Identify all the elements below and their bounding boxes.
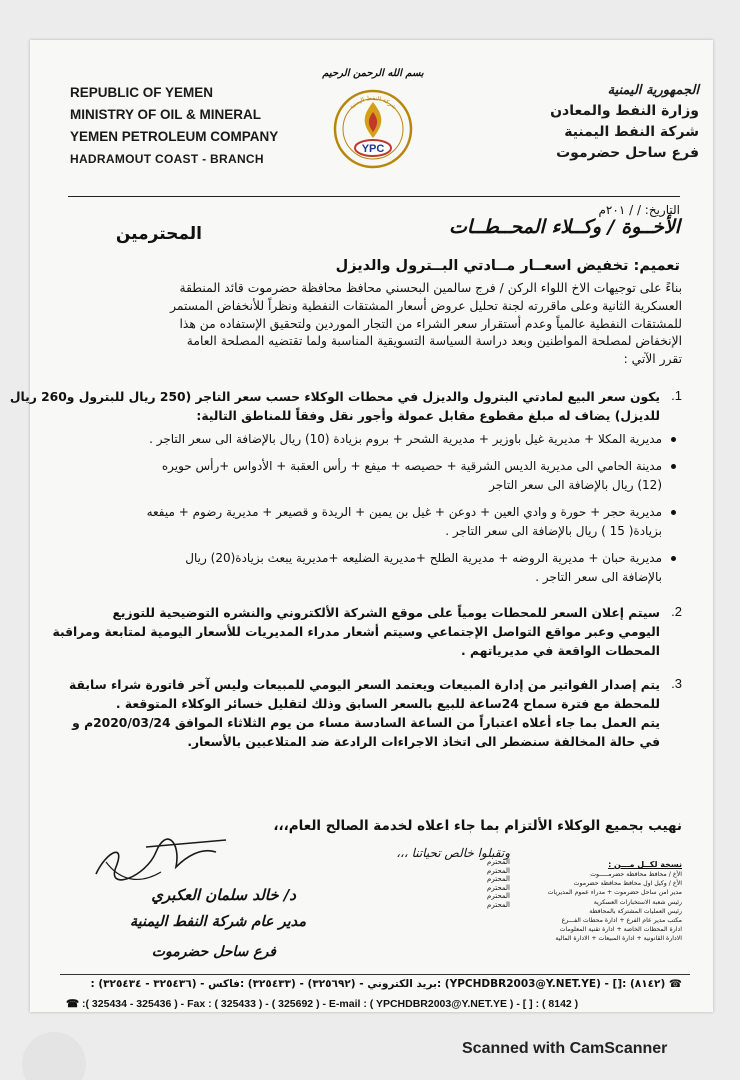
respected-column: المحترم المحترم المحترم المحترم المحترم المحترم — [487, 858, 510, 909]
letterhead-english — [70, 82, 300, 170]
body-line: العسكرية الثانية وعلى ماقررته لجنة تحليل عروض أسعار المشتقات النفطية ونظراً للأنخفاض المستمر — [170, 298, 682, 313]
list-item: مديرية حجر + حورة و وادي العين + دوعن + غيل بن يمين + الريدة و قصيعر + مديرية رضوم + ميفعه بزيادة( 15 ) ريال بالإضافة الى سعر التاجر . — [60, 503, 662, 541]
item-line: يتم العمل بما جاء أعلاه اعتباراً من الساعة السادسة مساء من يوم الثلاثاء الموافق 2020/03/24م و — [72, 716, 660, 730]
footer-contact-ar: ☎ (٨١٤٢) :[] - (YPCHDBR2003@Y.NET.YE) :بريد الكتروني - (٣٢٥٦٩٢) - (٣٢٥٤٣٣) :فاكس - (٣٢٥٤٣٦ - ٣٢٥٤٣٤) : — [90, 978, 682, 990]
item-line: يتم إصدار الفواتير من إدارة المبيعات ويعتمد السعر اليومي للمبيعات وليس آخر فاتورة شراء سابقة — [69, 678, 660, 692]
cc-line: الأخ / وكيل اول محافظ محافظة حضرموت — [573, 880, 682, 888]
regards: وتقبلوا خالص تحياتنا ،،، — [396, 846, 510, 860]
company-en: YEMEN PETROLEUM COMPANY — [70, 129, 279, 144]
phone-icon: ☎ — [668, 978, 682, 990]
item-number: .1 — [671, 388, 682, 403]
body-line: للمشتقات النفطية عالمياً وعدم أستقرار سعر الشراء من التجار الموردين ولتحقيق الإستفاده من هذا — [179, 316, 682, 331]
cc-line: مدير امن ساحل حضرموت + مدراء عموم المديريات — [547, 889, 682, 897]
decision-item-1 — [9, 388, 682, 426]
ministry-en: MINISTRY OF OIL & MINERAL — [70, 107, 262, 122]
cc-list — [514, 870, 682, 944]
cc-title: نسخة لكــل مـــن : — [608, 860, 682, 869]
logo-ypc-text: YPC — [361, 143, 385, 155]
item-number: .3 — [671, 676, 682, 691]
list-item: مديرية المكلا + مديرية غيل باوزير + مديرية الشحر + بروم بزيادة (10) ريال بالإضافة الى سعر التاجر . — [60, 430, 662, 449]
floating-button[interactable] — [22, 1032, 86, 1080]
signatory-branch: فرع ساحل حضرموت — [151, 944, 276, 960]
body-line: بناءً على توجيهات الاخ اللواء الركن / فرج سالمين البحسني محافظ محافظة حضرموت قائد المنطقة — [179, 281, 682, 295]
country-ar: الجمهورية اليمنية — [607, 83, 699, 98]
signatory-name: د/ خالد سلمان العكبري — [151, 886, 296, 904]
ypc-logo-icon — [332, 88, 414, 170]
basmala: بسم الله الرحمن الرحيم — [322, 68, 424, 79]
subject-line: تعميم: تخفيض اسعــار مــادتي البــترول والديزل — [335, 258, 680, 274]
footer-contact-en: ☎ :( 325434 - 325436 ) - Fax : ( 325433 ) - ( 325692 ) - E-mail : ( YPCHDBR2003@Y.NET.YE ) - [ ] : ( 8142 ) — [66, 998, 579, 1011]
addressee: الأخــوة / وكــلاء المحــطــات — [448, 216, 680, 238]
cc-line: ادارة المحطات الخاصة + ادارة تقنية المعلومات — [559, 926, 682, 934]
list-item: مديرية حبان + مديرية الروضه + مديرية الطلح +مديرية الضليعه +مديرية يبعث بزيادة(20) ريال بالإضافة الى سعر التاجر . — [60, 549, 662, 587]
company-logo — [320, 68, 426, 188]
decision-item-3 — [60, 676, 682, 752]
company-ar: شركة النفط اليمنية — [564, 124, 699, 140]
branch-ar: فرع ساحل حضرموت — [556, 145, 699, 161]
item-line: المحطات الواقعة في مديرياتهم . — [461, 644, 660, 658]
item-line: للمحطة مع فترة سماح 24ساعة للبيع بالسعر السابق وذلك لتقليل خسائر الوكلاء المتوقعة . — [115, 697, 660, 711]
item-line: يكون سعر البيع لمادتي البترول والديزل في محطات الوكلاء حسب سعر التاجر (250 ريال للبترول و260 ريال — [9, 390, 660, 404]
item-line: سيتم إعلان السعر للمحطات يومياً على موقع الشركة الألكتروني والنشره التوضيحية للتوزيع — [112, 606, 660, 620]
cc-line: رئيس شعبة الاستخبارات العسكرية — [593, 898, 682, 906]
signatory-title: مدير عام شركة النفط اليمنية — [129, 914, 306, 930]
document-page — [9, 40, 713, 1012]
region-list — [60, 430, 682, 587]
item-line: اليومي وعبر مواقع التواصل الإجتماعي وسيتم أشعار مدراء المديريات للأسعار اليومية لمتابعة ومراقبة — [52, 625, 660, 639]
ministry-ar: وزارة النفط والمعادن — [550, 103, 699, 119]
body-line: الإنخفاض لمصلحة المواطنين وبعد دراسة السياسة التسويقية المناسبة ولما تقتضيه المصلحة العامة — [186, 334, 682, 349]
branch-en: HADRAMOUT COAST - BRANCH — [70, 152, 264, 166]
item-line: للديزل) يضاف له مبلغ مقطوع مقابل عمولة وأجور نقل وفقاً للمناطق التالية: — [196, 409, 660, 423]
cc-line: رئيس العمليات المشتركة بالمحافظة — [589, 907, 682, 915]
camscanner-watermark: Scanned with CamScanner — [462, 1040, 668, 1057]
footer-divider — [60, 974, 690, 975]
body-paragraph — [66, 280, 682, 369]
logo-arc-text: شركة النفط اليمنية — [348, 94, 398, 111]
closing-statement: نهيب بجميع الوكلاء الألتزام بما جاء اعلاه لخدمة الصالح العام،،، — [273, 818, 682, 834]
header-divider — [68, 196, 680, 197]
country-en: REPUBLIC OF YEMEN — [70, 85, 214, 100]
item-number: .2 — [671, 604, 682, 619]
handwritten-signature — [86, 822, 236, 892]
list-item: مدينة الحامي الى مديرية الديس الشرقية + حصيصه + ميفع + رأس العقبة + الأدواس +رأس حويره (12) ريال بالإضافة الى سعر التاجر — [60, 457, 662, 495]
letterhead-arabic — [479, 80, 699, 164]
item-line: في حالة المخالفة سنضطر الى اتخاذ الاجراءات الرادعة ضد المتلاعبين بالأسعار. — [187, 735, 660, 749]
phone-icon: ☎ — [66, 998, 80, 1011]
decision-item-2 — [52, 604, 682, 661]
date-field: التاريخ: / / ٢٠١م — [598, 203, 680, 217]
cc-line: مكتب مدير عام الفرع + ادارة محطات الفـــرع — [561, 917, 682, 925]
cc-line: الأخ / محافظ محافظة حضرمـــــوت — [590, 871, 682, 878]
body-line: تقرر الآتي : — [623, 352, 682, 367]
respected-label: المحترمين — [115, 224, 202, 244]
cc-line: الادارة القانونية + ادارة المبيعات + الادارة المالية — [555, 935, 682, 943]
